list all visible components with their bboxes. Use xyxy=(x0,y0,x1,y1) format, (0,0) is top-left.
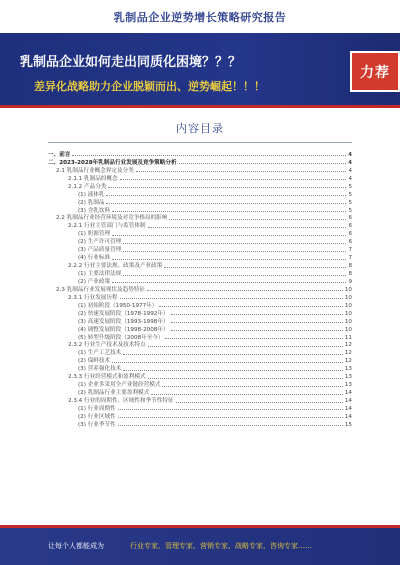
toc-leader-dots xyxy=(123,369,343,371)
toc-entry-page: 13 xyxy=(344,366,352,373)
toc-entry[interactable] xyxy=(48,285,352,293)
toc-entry-page: 14 xyxy=(344,390,352,397)
toc-entry[interactable] xyxy=(48,420,352,428)
toc-leader-dots xyxy=(179,162,347,164)
toc-leader-dots xyxy=(106,194,346,196)
toc-entry-page: 14 xyxy=(344,413,352,420)
toc-leader-dots xyxy=(112,361,343,363)
toc-entry-page: 5 xyxy=(348,183,352,190)
banner-divider xyxy=(0,105,400,108)
toc-entry[interactable] xyxy=(48,325,352,333)
toc-leader-dots xyxy=(148,345,343,347)
toc-entry-label: (2) 生产许可管理 xyxy=(78,239,122,246)
toc-entry-label: (1) 主要法律法规 xyxy=(78,271,122,277)
toc-entry-page: 6 xyxy=(348,239,352,246)
toc-entry-label: 2.2 乳制品行业经营环境及对竞争格局的影响 xyxy=(56,215,168,222)
toc-leader-dots xyxy=(148,226,347,228)
toc-entry-page: 10 xyxy=(344,302,352,309)
toc-entry[interactable] xyxy=(48,261,352,269)
toc-leader-dots xyxy=(171,313,343,315)
toc-leader-dots xyxy=(123,353,343,355)
toc-leader-dots xyxy=(112,234,346,236)
toc-entry-page: 4 xyxy=(348,175,352,182)
toc-entry[interactable] xyxy=(48,348,352,356)
toc-entry[interactable] xyxy=(48,214,352,222)
toc-entry-page: 14 xyxy=(344,398,352,404)
toc-entry-page: 9 xyxy=(348,278,352,285)
toc-leader-dots xyxy=(118,408,343,410)
toc-entry-page: 6 xyxy=(348,231,352,238)
toc-entry[interactable] xyxy=(48,317,352,325)
toc-entry-label: (1) 生产工艺技术 xyxy=(78,350,122,357)
toc-entry[interactable] xyxy=(48,333,352,341)
toc-leader-dots xyxy=(72,154,346,156)
toc-entry-label: (2) 行业区域性 xyxy=(78,413,116,420)
toc-entry-page: 10 xyxy=(344,286,352,293)
toc-leader-dots xyxy=(112,258,346,260)
toc-entry-label: (4) 调整发展阶段（1998-2008年） xyxy=(78,326,169,333)
toc-entry-label: 2.3.1 行业发展历程 xyxy=(68,294,118,301)
toc-entry-label: 二、2023-2028年乳制品行业发展及竞争策略分析 xyxy=(48,159,177,166)
subheadline: 差异化战略助力企业脱颖而出、逆势崛起！！！ xyxy=(34,80,265,93)
toc-leader-dots xyxy=(162,385,342,387)
toc-entry-page: 8 xyxy=(348,263,352,270)
toc-entry-label: 2.1 乳制品行业概念界定及分类 xyxy=(56,167,134,174)
toc-entry-page: 4 xyxy=(348,151,352,158)
toc-leader-dots xyxy=(151,393,343,395)
toc-entry[interactable] xyxy=(48,404,352,412)
toc-entry-label: (3) 行业季节性 xyxy=(78,421,116,428)
toc-entry[interactable] xyxy=(48,198,352,206)
toc-leader-dots xyxy=(165,337,342,339)
toc-leader-dots xyxy=(112,210,346,212)
toc-entry-page: 8 xyxy=(348,271,352,277)
report-title: 乳制品企业逆势增长策略研究报告 xyxy=(113,11,287,24)
toc-leader-dots xyxy=(112,281,346,283)
toc-entry-page: 5 xyxy=(348,191,352,198)
toc-entry[interactable] xyxy=(48,364,352,372)
toc-entry-label: (3) 营养强化技术 xyxy=(78,366,122,373)
toc-entry-label: 2.2.2 行业主要法规、政策及产业政策 xyxy=(68,263,163,270)
toc-entry-label: (2) 产业政策 xyxy=(78,278,111,285)
toc-entry[interactable] xyxy=(48,237,352,245)
toc-entry-page: 14 xyxy=(344,405,352,412)
brand-text: 力荐 xyxy=(360,64,390,81)
toc-entry-page: 4 xyxy=(348,159,352,166)
toc-entry[interactable] xyxy=(48,412,352,420)
footer-slogan: 让每个人都能成为 xyxy=(48,542,104,550)
toc-leader-dots xyxy=(120,297,343,299)
toc-entry-label: (2) 乳制品 xyxy=(78,199,105,206)
toc-leader-dots xyxy=(159,305,343,307)
toc-entry[interactable] xyxy=(48,245,352,253)
toc-entry-page: 13 xyxy=(344,374,352,381)
toc-entry[interactable] xyxy=(48,380,352,388)
toc-entry-page: 5 xyxy=(348,207,352,214)
toc-entry-page: 12 xyxy=(344,342,352,349)
toc-entry[interactable] xyxy=(48,182,352,190)
toc-entry-label: 2.3.3 行业经营模式和盈利模式 xyxy=(68,374,146,381)
table-of-contents xyxy=(48,150,352,428)
toc-entry-page: 5 xyxy=(348,199,352,206)
toc-entry-page: 10 xyxy=(344,310,352,317)
toc-leader-dots xyxy=(176,401,343,403)
toc-entry-label: 2.1.1 乳制品的概念 xyxy=(68,175,118,182)
toc-entry[interactable] xyxy=(48,277,352,285)
toc-entry-label: (4) 行业标准 xyxy=(78,255,111,262)
toc-leader-dots xyxy=(171,321,343,323)
toc-leader-dots xyxy=(106,202,346,204)
toc-entry-label: (2) 保鲜技术 xyxy=(78,358,111,365)
toc-entry-page: 10 xyxy=(344,318,352,325)
toc-entry-label: (2) 乳制品行业主要盈利模式 xyxy=(78,390,150,397)
toc-entry[interactable] xyxy=(48,158,352,166)
toc-leader-dots xyxy=(136,170,347,172)
toc-entry[interactable] xyxy=(48,166,352,174)
toc-entry-label: 一、前言 xyxy=(48,151,71,158)
toc-entry-label: 2.3.2 行业生产技术及技术特点 xyxy=(68,342,146,349)
toc-leader-dots xyxy=(164,266,346,268)
toc-entry[interactable] xyxy=(48,396,352,404)
toc-leader-dots xyxy=(169,218,346,220)
toc-entry-page: 7 xyxy=(348,247,352,254)
toc-leader-dots xyxy=(120,178,347,180)
toc-entry-page: 10 xyxy=(344,294,352,301)
toc-entry[interactable] xyxy=(48,221,352,229)
headline: 乳制品企业如何走出同质化困境？？？ xyxy=(20,55,242,70)
toc-entry-label: (3) 含乳饮料 xyxy=(78,207,111,214)
toc-entry-label: (1) 行业周期性 xyxy=(78,405,116,412)
toc-leader-dots xyxy=(118,424,343,426)
toc-title: 内容目录 xyxy=(176,122,224,135)
toc-entry-label: 2.3 乳制品行业发展现状及趋势特征 xyxy=(56,286,145,293)
toc-entry[interactable] xyxy=(48,253,352,261)
toc-entry-label: (1) 液体乳 xyxy=(78,191,105,198)
toc-entry-label: (2) 快速发展阶段（1978-1992年） xyxy=(78,310,169,317)
toc-entry[interactable] xyxy=(48,341,352,349)
toc-entry-page: 11 xyxy=(344,334,352,341)
toc-entry-label: (3) 产品质量管理 xyxy=(78,247,122,254)
toc-entry[interactable] xyxy=(48,190,352,198)
toc-entry[interactable] xyxy=(48,356,352,364)
toc-entry[interactable] xyxy=(48,388,352,396)
toc-entry[interactable] xyxy=(48,372,352,380)
toc-leader-dots xyxy=(123,250,346,252)
toc-entry-label: 2.1.2 产品分类 xyxy=(68,183,107,190)
toc-entry[interactable] xyxy=(48,174,352,182)
toc-leader-dots xyxy=(118,416,343,418)
toc-leader-dots xyxy=(123,242,346,244)
toc-entry[interactable] xyxy=(48,309,352,317)
footer-roles: 行业专家、管理专家、营销专家、战略专家、咨询专家…… xyxy=(130,542,312,550)
toc-leader-dots xyxy=(108,186,346,188)
toc-entry-page: 13 xyxy=(344,382,352,389)
toc-entry[interactable] xyxy=(48,301,352,309)
toc-entry-page: 7 xyxy=(348,255,352,262)
toc-entry-label: 2.2.1 行业主管部门与监管体制 xyxy=(68,223,146,230)
toc-entry-page: 10 xyxy=(344,326,352,333)
footer-divider xyxy=(0,525,400,528)
toc-leader-dots xyxy=(171,329,343,331)
toc-entry-label: (1) 企业多采用全产业链经营模式 xyxy=(78,382,161,389)
toc-entry[interactable] xyxy=(48,206,352,214)
toc-entry-label: (3) 高速发展阶段（1993-1998年） xyxy=(78,318,169,325)
toc-leader-dots xyxy=(123,274,346,276)
toc-entry-page: 12 xyxy=(344,358,352,365)
toc-leader-dots xyxy=(147,289,343,291)
toc-entry-label: (1) 初始阶段（1950-1977年） xyxy=(78,302,158,309)
toc-entry-page: 15 xyxy=(344,421,352,428)
brand-badge xyxy=(350,51,400,92)
toc-entry-label: 2.3.4 行业的周期性、区域性和季节性特征 xyxy=(68,398,174,404)
toc-entry-page: 4 xyxy=(348,167,352,174)
toc-entry-label: (1) 奶源管理 xyxy=(78,231,111,238)
toc-leader-dots xyxy=(148,377,343,379)
toc-divider xyxy=(48,142,352,143)
toc-entry-page: 6 xyxy=(348,215,352,222)
toc-entry[interactable] xyxy=(48,150,352,158)
toc-entry[interactable] xyxy=(48,269,352,277)
toc-entry-page: 6 xyxy=(348,223,352,230)
toc-entry-page: 12 xyxy=(344,350,352,357)
toc-entry[interactable] xyxy=(48,229,352,237)
toc-entry[interactable] xyxy=(48,293,352,301)
toc-entry-label: (5) 转型升级阶段（2008年至今） xyxy=(78,334,164,341)
